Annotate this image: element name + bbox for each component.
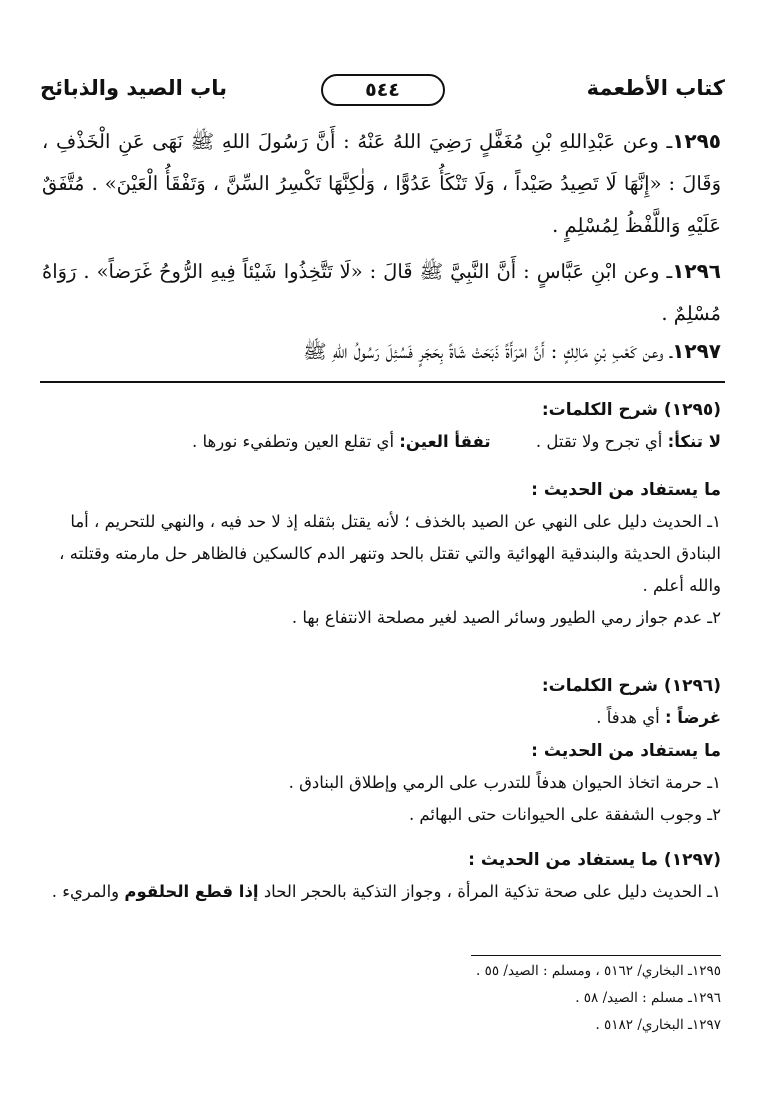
hadith-number: ١٢٩٥ bbox=[672, 129, 721, 153]
benefit-item: ٢ـ عدم جواز رمي الطيور وسائر الصيد لغير مصلحة الانتفاع بها . bbox=[291, 608, 721, 627]
section-1297-benefits bbox=[42, 844, 721, 908]
definition bbox=[536, 426, 721, 458]
footnote-divider bbox=[471, 955, 721, 956]
page-number: ٥٤٤ bbox=[321, 74, 445, 106]
section-1296-words bbox=[42, 670, 721, 734]
benefit-item bbox=[42, 876, 721, 908]
hadith-number: ١٢٩٦ bbox=[672, 259, 721, 283]
section-1296-benefits bbox=[42, 735, 721, 831]
hadith-1295 bbox=[42, 120, 721, 247]
hadith-text: ـ وعن عَبْدِاللهِ بْنِ مُغَفَّلٍ رَضِيَ اللهُ عَنْهُ : أَنَّ رَسُولَ اللهِ ﷺ نَهَى عَنِ الْخَذْفِ ، وَقَالَ : «إِنَّهَا لَا تَصِيدُ صَيْداً ، وَلَا تَنْكَأُ عَدُوًّا ، وَلٰكِنَّهَا تَكْسِرُ السِّنَّ ، وَتَفْقَأُ الْعَيْنَ» . مُتَّفَقٌ عَلَيْهِ وَاللَّفْظُ لِمُسْلِمٍ . bbox=[42, 130, 721, 237]
benefit-item: ٢ـ وجوب الشفقة على الحيوانات حتى البهائم . bbox=[408, 805, 721, 824]
section-1295-words bbox=[42, 394, 721, 458]
meaning: أي هدفاً . bbox=[596, 708, 665, 727]
section-title: (١٢٩٧) ما يستفاد من الحديث : bbox=[468, 850, 721, 870]
benefit-item: ١ـ حرمة اتخاذ الحيوان هدفاً للتدرب على الرمي وإطلاق البنادق . bbox=[288, 773, 721, 792]
hadith-number: ١٢٩٧ bbox=[672, 339, 721, 363]
benefit-text: والمريء . bbox=[51, 882, 125, 901]
section-1295-benefits bbox=[42, 474, 721, 634]
chapter-title: باب الصيد والذبائح bbox=[40, 76, 228, 100]
meaning: أي تقلع العين وتطفيء نورها . bbox=[192, 432, 400, 451]
definition bbox=[42, 702, 721, 734]
definitions-row bbox=[42, 426, 721, 458]
footnote: ١٢٩٥ـ البخاري/ ٥١٦٢ ، ومسلم : الصيد/ ٥٥ . bbox=[476, 963, 721, 979]
benefit-item: ١ـ الحديث دليل على النهي عن الصيد بالخذف ؛ لأنه يقتل بثقله إذ لا حد فيه ، والنهي للتحريم ، أما البنادق الحديثة والبندقية الهوائية والتي تقتل بالحد وتنهر الدم كالسكين فالظاهر حل مارمته وقتلته ، والله أعلم . bbox=[59, 512, 721, 595]
benefit-emphasis: إذا قطع الحلقوم bbox=[124, 882, 259, 901]
hadith-text: ـ وعن كَعْبِ بْنِ مَالِكٍ : أَنَّ امْرَأَةً ذَبَحَتْ شَاةً بِحَجَرٍ فَسُئِلَ رَسُولُ اللهِ ﷺ bbox=[303, 340, 673, 363]
section-title: ما يستفاد من الحديث : bbox=[531, 480, 721, 500]
definition bbox=[192, 426, 491, 458]
section-title: (١٢٩٦) شرح الكلمات: bbox=[541, 676, 721, 696]
meaning: أي تجرح ولا تقتل . bbox=[535, 432, 668, 451]
footnote: ١٢٩٧ـ البخاري/ ٥١٨٢ . bbox=[595, 1017, 721, 1033]
term: غرضاً : bbox=[664, 708, 721, 727]
footnotes bbox=[42, 958, 721, 1039]
section-title: ما يستفاد من الحديث : bbox=[531, 741, 721, 761]
page-header bbox=[40, 70, 725, 110]
hadith-1296 bbox=[42, 250, 721, 335]
hadith-text: ـ وعن ابْنِ عَبَّاسٍ : أَنَّ النَّبِيَّ ﷺ قَالَ : «لَا تَتَّخِذُوا شَيْئاً فِيهِ الرُّوحُ غَرَضاً» . رَوَاهُ مُسْلِمٌ . bbox=[42, 260, 721, 325]
footnote: ١٢٩٦ـ مسلم : الصيد/ ٥٨ . bbox=[575, 990, 721, 1006]
hadith-1297 bbox=[42, 330, 721, 373]
section-divider bbox=[40, 381, 725, 383]
book-title: كتاب الأطعمة bbox=[586, 76, 725, 100]
term: لا تنكأ: bbox=[667, 432, 721, 451]
benefit-text: ١ـ الحديث دليل على صحة تذكية المرأة ، وجواز التذكية بالحجر الحاد bbox=[258, 882, 721, 901]
term: تفقأ العين: bbox=[399, 432, 491, 451]
section-title: (١٢٩٥) شرح الكلمات: bbox=[541, 400, 721, 420]
